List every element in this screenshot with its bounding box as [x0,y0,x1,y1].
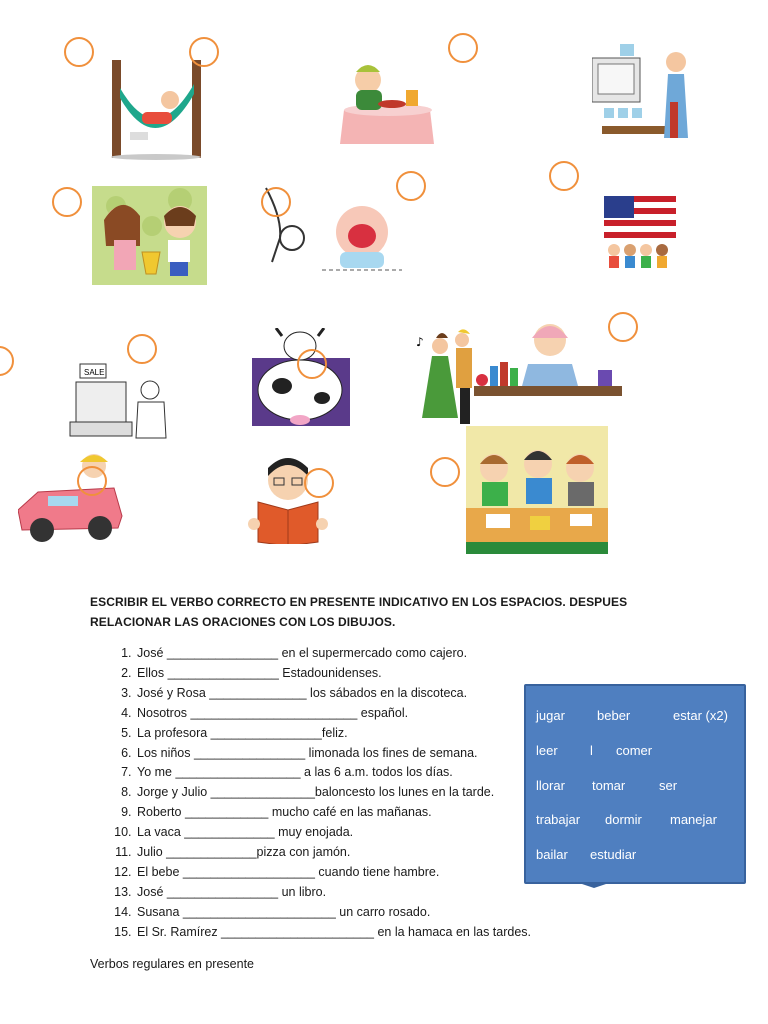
answer-circle[interactable] [189,37,219,67]
sentence: 9. Roberto ____________ mucho café en las mañanas. [135,803,595,823]
verb-word: leer [536,743,558,758]
verb-word-bank [524,684,746,884]
sentence: 2. Ellos ________________ Estadounidenses. [135,664,595,684]
verb-word: dormir [605,812,642,827]
sentence-list [95,644,595,943]
cash-register-picture [66,350,174,440]
answer-circle[interactable] [430,457,460,487]
verb-word: l [590,743,593,758]
verb-word: estudiar [590,847,637,862]
sentence: 6. Los niños ________________ limonada los fines de semana. [135,744,595,764]
answer-circle[interactable] [448,33,478,63]
svg-text:SALE: SALE [84,368,105,377]
sentence: 4. Nosotros ________________________ español. [135,704,595,724]
verb-word: estar (x2) [673,708,728,723]
verb-word: bailar [536,847,568,862]
sentence: 12. El bebe ___________________ cuando tiene hambre. [135,863,595,883]
word-bank-tail [576,882,612,888]
couple-lemonade-picture [92,186,207,285]
answer-circle[interactable] [261,187,291,217]
sentence: 8. Jorge y Julio _______________baloncesto los lunes en la tarde. [135,783,595,803]
couple-dancing-picture [414,328,480,426]
answer-circle[interactable] [52,187,82,217]
verb-word: llorar [536,778,565,793]
answer-circle[interactable] [608,312,638,342]
answer-circle[interactable] [77,466,107,496]
answer-circle[interactable] [127,334,157,364]
sentence: 11. Julio _____________pizza con jamón. [135,843,595,863]
instructions: ESCRIBIR EL VERBO CORRECTO EN PRESENTE INDICATIVO EN LOS ESPACIOS. DESPUES RELACIONAR LAS ORACIONES CON LOS DIBUJOS. [90,595,628,629]
sentence: 15. El Sr. Ramírez ______________________ en la hamaca en las tardes. [135,923,595,943]
sentence: 5. La profesora ________________feliz. [135,724,595,744]
sentence: 7. Yo me __________________ a las 6 a.m. todos los días. [135,763,595,783]
sentence: 13. José ________________ un libro. [135,883,595,903]
verb-word: ser [659,778,678,793]
sentence: 10. La vaca _____________ muy enojada. [135,823,595,843]
verb-word: tomar [592,778,626,793]
svg-text:♪: ♪ [416,335,424,349]
verb-word: trabajar [536,812,581,827]
teacher-desk-picture [474,320,622,400]
answer-circle[interactable] [297,349,327,379]
angry-cow-picture [252,328,350,426]
answer-circle[interactable] [304,468,334,498]
american-flag-kids-picture [600,194,678,272]
sentence: 14. Susana ______________________ un carro rosado. [135,903,595,923]
sentence: 3. José y Rosa ______________ los sábados en la discoteca. [135,684,595,704]
hammock-sleeping-picture [108,60,206,160]
answer-circle[interactable] [64,37,94,67]
coffee-computer-picture [592,42,704,144]
verb-word: beber [597,708,631,723]
answer-circle[interactable] [0,346,14,376]
answer-circle[interactable] [396,171,426,201]
kids-studying-picture [466,426,608,554]
answer-circle[interactable] [549,161,579,191]
verb-word: jugar [536,708,565,723]
sentence: 1. José ________________ en el supermercado como cajero. [135,644,595,664]
pink-car-picture [18,452,126,544]
verb-word: comer [616,743,653,758]
verb-word: manejar [670,812,717,827]
man-eating-picture [340,60,435,145]
footer-text: Verbos regulares en presente [90,957,254,971]
